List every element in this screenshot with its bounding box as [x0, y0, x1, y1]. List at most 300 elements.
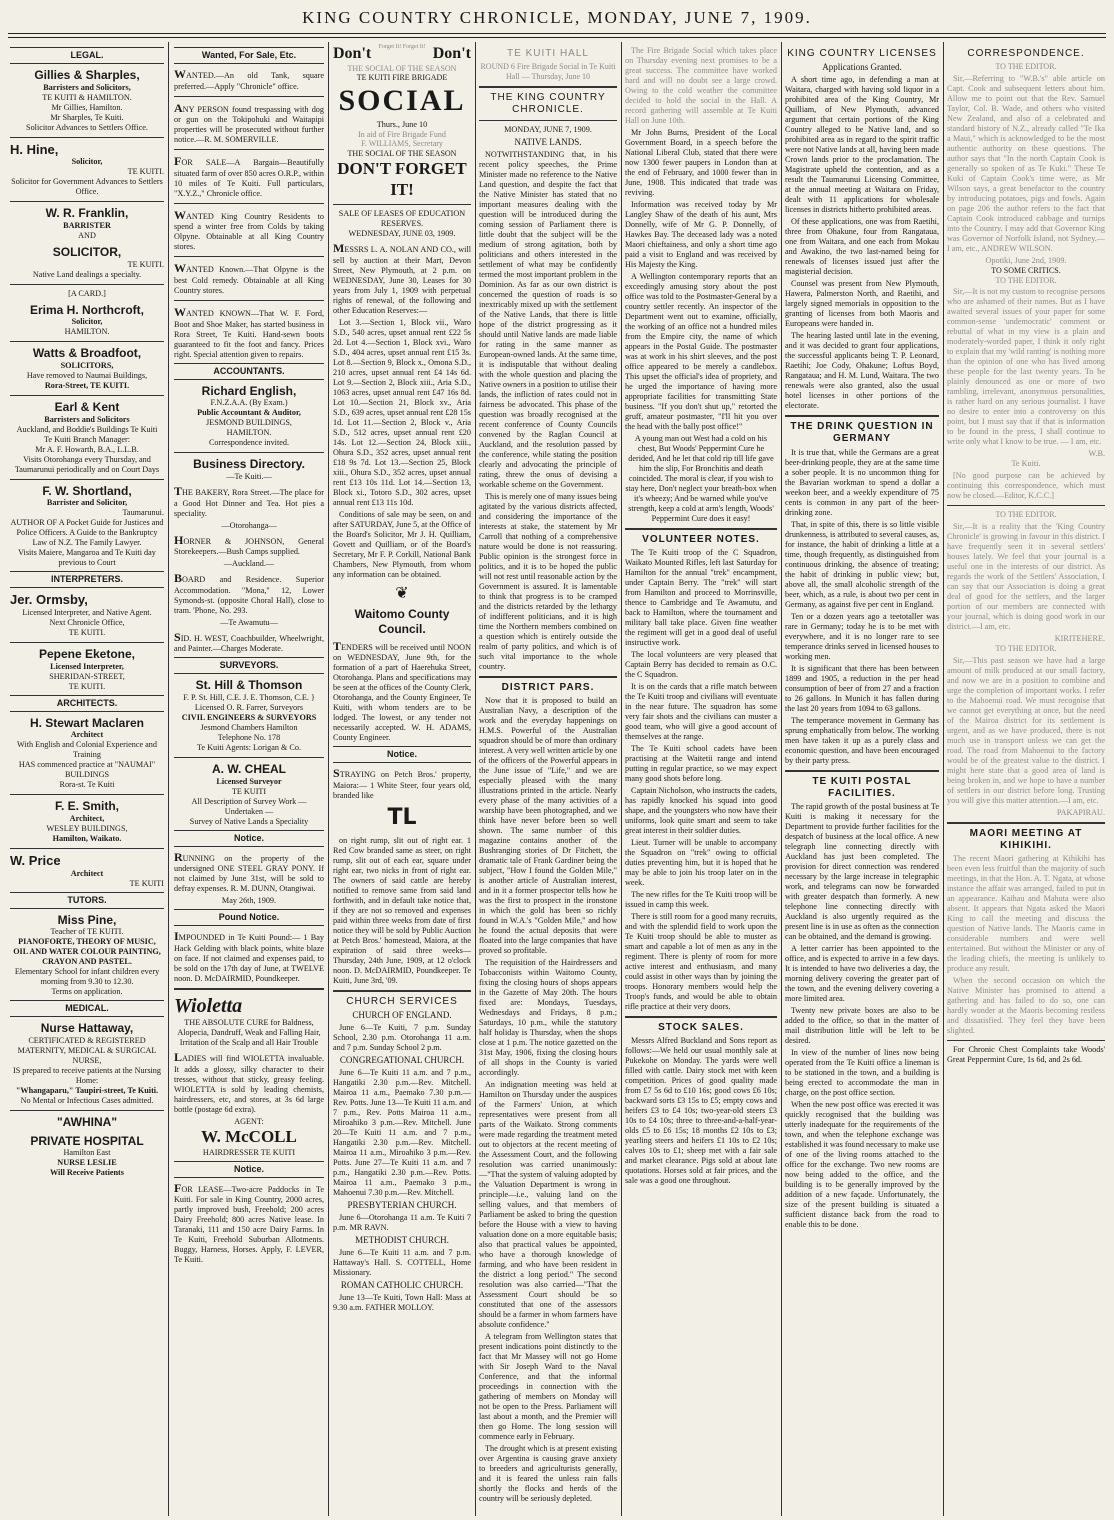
text-line: TO THE EDITOR.: [995, 644, 1057, 654]
article-paragraph: When the new post office was erected it was quickly recognised that the building was utterly inadequate for the requirements of the town, and when the telephone exchange was established it was found necessary to make use of one of the living rooms attached to the office for the exchange. Two new rooms are now being added to the office, and the building is to be generally improved by the addition of a new façade. Unfortunately, the size of the present building is situated a sufficient distance back from the road to enable this to be done.: [785, 1099, 939, 1229]
text-line: WEDNESDAY, JUNE 03, 1909.: [348, 229, 456, 239]
divider-rule: [333, 990, 471, 992]
text-line: —Te Awamutu—: [220, 617, 278, 627]
article-headline: KING COUNTRY LICENSES: [787, 48, 937, 59]
article-paragraph: Lieut. Turner will be unable to accompany the Squadron on "trek" owing to official duties preventing him, but it is hoped that he may be able to join his troop later on in the week.: [625, 838, 777, 888]
card-name: F. E. Smith,: [54, 799, 119, 814]
text-line: Barrister and Solicitor,: [46, 498, 128, 508]
card-name: Business Directory.: [193, 457, 305, 472]
article-paragraph: The new rifles for the Te Kuiti troop will be issued in camp this week.: [625, 890, 777, 910]
divider-rule: [174, 149, 324, 150]
text-line: Mr Gillies, Hamilton.: [51, 102, 123, 112]
text-line: THE SOCIAL OF THE SEASON: [347, 149, 457, 159]
card-name: Gillies & Sharples,: [34, 67, 140, 82]
divider-rule: [174, 452, 324, 453]
advertisement-text: ANTED King Country Residents to spend a winter free from Colds by taking Olpyne. Obtainable at all King Country stores.: [174, 211, 324, 252]
advertisement: [174, 929, 324, 984]
advertisement: [333, 639, 471, 744]
text-line: Have removed to Naumai Buildings,: [26, 370, 148, 380]
drop-capital: F: [174, 154, 182, 169]
text-line: W.B.: [1088, 449, 1105, 459]
divider-rule: [947, 1040, 1105, 1041]
article-paragraph: Sir,—It is a reality that the 'King Country Chronicle' is growing in favour in this district. I have frequently seen it in several settlers' houses lately. We feel that your journal is a useful one in the interests of our district. As regards the work of the Settlers' Association, I can say that our Association is doing a great deal of good for the settlers, and the larger portion of our members are connected with your journal, which is doing good work in our district.—I am, etc.: [947, 522, 1105, 632]
article-paragraph: The Te Kuiti school cadets have been practising at the Waitetii range and intend putting in regular practice, so we may expect many good shots before long.: [625, 744, 777, 784]
divider-rule: [479, 676, 617, 678]
card-name: Nurse Hattaway,: [40, 1021, 134, 1036]
text-line: Thurs., June 10: [376, 119, 428, 129]
advertisement-text: ANTED KNOWN—That W. F. Ford, Boot and Shoe Maker, has started business in Rora Street, Te Kuiti. Hand-sewn boots guaranteed to fit the foot and fancy. Prices right. Special attention given to repairs.: [174, 309, 324, 359]
drop-capital: T: [174, 483, 183, 498]
advertisement: [174, 850, 324, 895]
article-subheading: Applications Granted.: [822, 62, 902, 73]
text-line: Correspondence invited.: [208, 438, 290, 448]
card-name: St. Hill & Thomson: [195, 678, 303, 693]
article-paragraph: Mr John Burns, President of the Local Government Board, in a speech before the National Liberal Club, stated that there were now 1300 fewer paupers in London than at the end of February, and 1000 fewer than in June, 1908. This indicated that trade was reviving.: [625, 128, 777, 197]
drop-capital: R: [174, 849, 183, 864]
article-paragraph: An indignation meeting was held at Hamilton on Thursday under the auspices of the Farmers' Union, at which representatives were present from all parts of the Waikato. Strong comments were made regarding the treatment meted out to objectors at the recent meeting of the Assessment Court, and the following resolution was carried unanimously:—"That the system of valuing adopted by the Valuation Department is wrong in principle—i.e., valuing land on the selling values, and that members of Parliament be asked to bring the question before the House with a view to having valuation done on a more equitable basis; also that practical values be appointed, who have a thorough knowledge of farming, and who have been resident in the district a long period." The second resolution was also carried—"That the Assessment Court should be so constituted that one of the assessors should be a farmer in whom farmers have absolute confidence.": [479, 1080, 617, 1330]
article-headline: THE DRINK QUESTION IN GERMANY: [790, 421, 934, 445]
card-name: W. R. Franklin,: [45, 206, 129, 221]
article-paragraph: The Fire Brigade Social which takes place on Thursday evening next promises to be a great success. The committee have worked hard and will no doubt see a large crowd. Owing to the cold weather the committee decided to hold the social in the Hall. A record gathering will assemble at Te Kuiti Hall on June 10th.: [625, 46, 777, 125]
card-name: PRIVATE HOSPITAL: [30, 1133, 144, 1148]
advertisement-text: ADIES will find WIOLETTA invaluable. It adds a glossy, silky character to their tresses, without that sticky, greasy feeling. WIOLETTA is sold by leading chemists, hairdressers, etc, and stores, at 3s 6d large bottle (postage 6d extra).: [174, 1054, 324, 1114]
text-line: Visits Maiere, Mangaroa and Te Kuiti day previous to Court: [18, 548, 156, 568]
article-paragraph: Lot 3.—Section 1, Block vii., Waro S.D., 540 acres, upset annual rent £22 5s 2d. Lot 4.—Section 1, Block xvi., Waro S.D., 404 acres, upset annual rent £15 3s. Lot 8.—Section 9, Block x., Omona S.D., 210 acres, upset annual rent £4 14s 6d. Lot 9.—Section 2, Block xiii., Aria S.D., 1063 acres, upset annual rent £47 16s 8d. Lot 10.—Section 21, Block xv., Aria S.D., 639 acres, upset annual rent £28 15s 1d. Lot 11.—Section 2, Block v., Aria S.D., 512 acres, upset annual rent £20 14s. Lot 12.—Section 24, Block xiii., Ohura S.D., 352 acres, upset annual rent £18 9s 7d. Lot 13.—Section 25, Block xiii., Ohura S.D., 352 acres, upset annual rent £13 10s 11d. Lot 14.—Section 13, Block xi., Totoro S.D., 302 acres, upset annual rent £13 11s 10d.: [333, 317, 471, 507]
section-heading: INTERPRETERS.: [10, 571, 164, 588]
wioletta-brand: Wioletta: [174, 994, 243, 1017]
text-line: TE KUITI.: [68, 628, 106, 638]
article-paragraph: Sir,—It is not my custom to recognise persons who are ashamed of their names. But as I have awaited several issues of your paper for some common-sense 'undemocratic' comment or rebuttal of what in my view is a plain and moderately-worded paper, I think it only right to explain that my 'wild ranting' is nothing more than the opinion of one who has lived among these people for the last twenty years. To be plainly denounced as one or more of two rambling, irrelevant, anonymous personalities, is rather hard on any serious journalist. I have no desire to enter into a controversy on this point, but I must say that if that is information to be found in the press, I shall continue to write only what I know to be true. — I am, etc.: [947, 287, 1105, 447]
column-6-news: [785, 44, 939, 1514]
article-paragraph: June 13—Te Kuiti, Town Hall: Mass at 9.30 a.m. FATHER MOLLOY.: [333, 1292, 471, 1312]
article-paragraph: The temperance movement in Germany has sprung emphatically from below. The working men have taken it up as a purely class and economic question, and have been encouraged by their party press.: [785, 715, 939, 765]
article-paragraph: Twenty new private boxes are also to be added to the office, so that in the matter of mail distribution little will be left to be desired.: [785, 1005, 939, 1045]
text-line: A young man out West had a cold on his chest, But Woods' Peppermint Cure he derided, And he let that cold rip till life gave him the slip, For Bronchitis and death coincided. The moral is clear, if you wish to stay here, Don't neglect your breath-box when it's wheezy; And be warned while you've strength, keep a cold at arm's length, Woods' Peppermint Cure does it easy!: [625, 434, 777, 523]
divider-rule: [625, 1016, 777, 1018]
divider-rule: [625, 528, 777, 530]
drop-capital: T: [333, 638, 342, 653]
article-paragraph: The requisition of the Hairdressers and Tobacconists within Waitomo County, fixing the closing hours of shops appears in the Gazette of May 20th. The hours fixed are: Mondays, Tuesdays, Wednesdays and Fridays, 8 p.m.; Saturdays, 10 p.m., while the statutory half holiday is Thursday, when the shops close at 1 p.m. The notice gazetted on the 31st May, 1906, fixing the closing hours of all shops in the County is varied accordingly.: [479, 958, 617, 1078]
drop-capital: W: [174, 66, 186, 81]
advertisement: [174, 484, 324, 519]
text-line: IS prepared to receive patients at the Nursing Home:: [12, 1065, 161, 1085]
divider-rule: [785, 770, 939, 772]
article-subheading: CONGREGATIONAL CHURCH.: [339, 1054, 465, 1065]
text-line: Next Chronicle Office,: [49, 618, 125, 628]
text-line: F. WILLIAMS, Secretary: [361, 139, 443, 149]
divider-rule: [10, 201, 164, 202]
text-line: All Description of Survey Work — Undertaken —: [191, 796, 307, 816]
text-line: TO THE EDITOR.: [995, 510, 1057, 520]
article-headline: CORRESPONDENCE.: [967, 48, 1085, 59]
text-line: Mr Sharples, Te Kuiti.: [50, 112, 124, 122]
text-line: ROUND 6 Fire Brigade Social in Te Kuiti Hall — Thursday, June 10: [480, 62, 616, 81]
article-paragraph: June 6—Te Kuiti 11 a.m. and 7 p.m. Hattaway's Hall. S. COTTELL, Home Missionary.: [333, 1247, 471, 1277]
divider-rule: [947, 505, 1105, 506]
article-subheading: METHODIST CHURCH.: [355, 1234, 449, 1245]
article-paragraph: Sir,—Referring to "W.B.'s" able article on Capt. Cook and subsequent letters about him. Allow me to point out that the Rev. Samuel Taylor, Col. B. Wade, and others who visited New Zealand, and also of a celebrated and standard history of N.Z., already called "Te Ika a Maui," which is acknowledged to be the most authentic authority on these questions. The author says that "In the north Captain Cook is generally so spoken of as Te Kuki." These Te Kuki of Captain Cook's time were, as Mr Wilson says, a great benefactor to the country by introducing potatoes, pigs and fowls. Again on page 206 the author refers to the fact that Captain Cook introduced cabbage and turnips into the Country. I may add that Governor King was Governor of Norfolk Island, not Sydney.—I am, etc., ANDREW WILSON.: [947, 73, 1105, 253]
article-paragraph: A telegram from Wellington states that present indications point distinctly to the fact that Mr Massey will not go Home with Sir Joseph Ward to the Naval Conference, and that the informal proceedings in connection with the gathering of members on Monday will not be open to the Press. Parliament will last about a month, and the Premier will then go Home. The long session will commence early in February.: [479, 1332, 617, 1442]
article-paragraph: June 6—Te Kuiti 11 a.m. and 7 p.m., Hangatiki 2.30 p.m.—Rev. Mitchell. Mairoa 11 a.m., Paemako 7.30 p.m.—Rev. Potts. June 13—Te Kuiti 11 a.m. and 7 p.m., Rev. Potts Mairoa 11 a.m., Miroahiko 3 p.m.—Rev. Mitchell. June 20—Te Kuiti 11 a.m. and 7 p.m., Hangatiki 2.30 p.m.—Rev. Mitchell. Mairoa 11 a.m., Miroahiko 3 p.m.—Rev. Potts. June 27—Te Kuiti 11 a.m. and 7 p.m., Hangatiki 2.30 p.m.—Rev. Potts. Mairoa 11 a.m., Paemako 3 p.m., Mahoenui 7.30 p.m.—Rev. Mitchell.: [333, 1067, 471, 1197]
advertisement-text: ID. H. WEST, Coachbuilder, Wheelwright, and Painter.—Charges Moderate.: [174, 633, 324, 654]
article-paragraph: Captain Nicholson, who instructs the cadets, has rapidly knocked his squad into good shape, and the youngsters who now have their uniforms, look quite smart and seem to take great interest in their soldier duties.: [625, 786, 777, 836]
advertisement-text: OARD and Residence. Superior Accommodation. "Mona," 12, Lower Symonds-st. (opposite Choral Hall), close to tram. 'Phone, No. 293.: [174, 575, 324, 615]
text-line: CERTIFICATED & REGISTERED MATERNITY, MEDICAL & SURGICAL NURSE,: [17, 1035, 157, 1065]
text-line: JESMOND BUILDINGS,: [206, 418, 292, 428]
divider-rule: [174, 988, 324, 990]
text-line: THE SOCIAL OF THE SEASON: [347, 63, 457, 73]
text-line: Licensed Interpreter, and Native Agent.: [22, 608, 152, 618]
column-divider: [328, 42, 329, 1516]
article-paragraph: The Te Kuiti troop of the C Squadron, Waikato Mounted Rifles, left last Saturday for Hamilton for the annual "trek" encampment, under Captain Berry. The "trek" will start from Hamilton and proceed to Morrinsville, thence to Cambridge and Te Awamutu, and back to Hamilton, where the tournament and military ball take place. Given fine weather the regiment will get in a good deal of useful instructive work.: [625, 548, 777, 648]
column-divider: [781, 42, 782, 1516]
text-line: Barristers and Solicitors,: [43, 82, 131, 92]
drop-capital: S: [333, 766, 340, 781]
section-heading: MEDICAL.: [10, 1000, 164, 1017]
article-paragraph: Of these applications, one was from Raetihi, three from Ohakune, four from Rangataua, one from Waitara, and one each from Mokau and Awakino, the two last-named being for renewals of licenses issued just after the magisterial decision.: [785, 217, 939, 277]
text-line: TO THE EDITOR.: [995, 275, 1057, 285]
text-line: May 26th, 1909.: [221, 896, 277, 906]
text-line: F.N.Z.A.A. (By Exam.): [210, 398, 288, 408]
article-subheading: NATIVE LANDS.: [514, 137, 582, 148]
text-line: Visits Otorohanga every Thursday, and Taumarunui periodically and on Court Days: [14, 454, 160, 474]
advertisement: [174, 101, 324, 146]
text-line: Licensed Surveyor: [216, 776, 282, 786]
divider-rule: [479, 86, 617, 88]
advertisement: [174, 1050, 324, 1115]
section-heading: LEGAL.: [10, 47, 164, 64]
article-headline: CHURCH SERVICES: [346, 995, 458, 1007]
article-paragraph: The rapid growth of the postal business at Te Kuiti is making it necessary for the Department to provide further facilities for the despatch of business at the local office. A new telegraph line connecting directly with Auckland has just been completed. The provision for direct connection was rendered necessary by the large increase in telegraphic work, and telegrams can now be forwarded with greater despatch than formerly. A new telephone line connecting directly with Auckland is also urgently required as the present line is in use as often as the connection can be obtained, and the demand is growing.: [785, 801, 939, 941]
dont-forget-it: DON'T FORGET IT!: [337, 158, 467, 199]
section-heading: TUTORS.: [10, 892, 164, 909]
divider-rule: [174, 757, 324, 758]
card-name: H. Hine,: [10, 141, 59, 157]
text-line: TO SOME CRITICS.: [991, 265, 1061, 275]
text-line: Rora-Street, TE KUITI.: [44, 380, 130, 390]
drop-capital: A: [174, 100, 183, 115]
column-5-news: [625, 44, 777, 1514]
text-line: Teacher of TE KUITI.: [50, 927, 124, 937]
column-divider: [168, 42, 169, 1516]
advertisement: [174, 305, 324, 360]
agent-name: W. McCOLL: [201, 1126, 297, 1146]
divider-rule: [10, 848, 164, 849]
text-line: TO THE EDITOR.: [995, 62, 1057, 72]
advertisement-text: NY PERSON found trespassing with dog or gun on the Tokipohuki and Waitapipi properties will be prosecuted without further notice.—R. M. SOMERVILLE.: [174, 104, 324, 145]
text-line: HAIRDRESSER TE KUITI: [202, 1147, 296, 1157]
drop-capital: W: [174, 207, 186, 222]
divider-rule: [333, 204, 471, 205]
article-paragraph: [No good purpose can be achieved by continuing this correspondence, which must now be closed.—Editor, K.C.C.]: [947, 471, 1105, 501]
text-line: TE KUITI & HAMILTON.: [42, 92, 132, 102]
article-headline: TE KUITI POSTAL FACILITIES.: [812, 775, 912, 799]
advertisement: [174, 154, 324, 199]
article-paragraph: A Wellington contemporary reports that an exceedingly amusing story about the post office was told to the Postmaster-General by a country settler recently. An inspector of the Department went out to examine, officially, the working of an office not a hundred miles from the Empire city, the name of which appears in the Postal Guide. The postmaster was at work in his shirt sleeves, and the post office appeared to be merely a candlebox. This upset the official's idea of propriety, and he urged the importance of having more appropriate facilities for transmitting State business. "If you don't shut up," retorted the gruff, amateur postmaster, "I'll hit you over the head with the bally post office!": [625, 272, 777, 431]
text-line: SHERIDAN-STREET,: [49, 671, 125, 681]
text-line: KIRITEHERE.: [1054, 634, 1105, 644]
column-7-correspondence: [947, 44, 1105, 1514]
text-line: No Mental or Infectious Cases admitted.: [20, 1095, 154, 1105]
column-divider: [943, 42, 944, 1516]
card-name: A. W. CHEAL: [212, 762, 286, 777]
advertisement-text: ORNER & JOHNSON, General Storekeepers.—Bush Camps supplied.: [174, 536, 324, 557]
advertisement-text: ANTED.—An old Tank, square preferred.—Apply "Chronicle" office.: [174, 70, 324, 91]
article-paragraph: A short time ago, in defending a man at Waitara, charged with having sold liquor in a prohibited area of the King Country, Mr Quilliam, of New Plymouth, advanced argument that certain portions of the King Country alleged to be Native land, and so prohibited area as in regard to the spirit traffic were not Native lands at all, having been made Crown lands prior to the proclamation. The Magistrate upheld the contention, and as a result the Taumarunui Licensing Committee, at the annual meeting at Waitara on Friday, dealt with 11 applications for wholesale licenses in districts hitherto prohibited areas.: [785, 75, 939, 215]
divider-rule: [174, 256, 324, 257]
text-line: TE KUITI.: [127, 259, 164, 269]
column-3-notices: [333, 44, 471, 1514]
drop-capital: H: [174, 532, 184, 547]
section-heading: Pound Notice.: [174, 909, 324, 926]
text-line: —Auckland.—: [223, 559, 275, 569]
social-title: SOCIAL: [338, 84, 466, 118]
text-line: CIVIL ENGINEERS & SURVEYORS: [181, 713, 317, 723]
advertisement: [174, 571, 324, 616]
divider-rule: [785, 415, 939, 417]
text-line: Auckland, and Boddie's Buildings Te Kuiti: [16, 424, 158, 434]
text-line: THE ABSOLUTE CURE for Baldness, Alopecia, Dandruff, Weak and Falling Hair, Irritation of the Scalp and all Hair Trouble: [177, 1018, 321, 1048]
text-line: Public Accountant & Auditor,: [197, 408, 301, 418]
article-paragraph: June 6—Otorohanga 11 a.m. Te Kuiti 7 p.m. MR RAVN.: [333, 1212, 471, 1232]
card-name: Earl & Kent: [54, 399, 120, 414]
text-line: Rora-st. Te Kuiti: [59, 780, 115, 790]
text-line: Architect,: [69, 813, 105, 823]
section-heading: Notice.: [174, 1161, 324, 1178]
divider-rule: [10, 284, 164, 285]
advertisement-text: ESSRS L. A. NOLAN AND CO., will sell by auction at their Mart, Devon Street, New Plymouth, at 2 p.m. on WEDNESDAY, June 30, Leases for 30 years from July 1, 1909 with perpetual rights of renewal, of the following and other Education Reserves:—: [333, 245, 471, 315]
text-line: TE KUITI: [129, 878, 164, 888]
section-heading: ACCOUNTANTS.: [174, 363, 324, 380]
text-line: SALE OF LEASES OF EDUCATION RESERVES.: [338, 209, 466, 229]
section-heading: Notice.: [174, 830, 324, 847]
card-name: "AWHINA": [56, 1114, 118, 1129]
advertisement-text: OR LEASE—Two-acre Paddocks in Te Kuiti. For sale in King Country, 2000 acres, partly improved bush, Freehold; 200 acres Dairy Freehold; 800 acres Native lease. In Taranaki, 111 and 150 acre Dairy Farms. In Te Kuiti, Freehold Suburban Allotments. Buggy, Harness, Horses. Apply, F. LEVER, Te Kuiti.: [174, 1184, 324, 1265]
text-line: Telephone No. 178: [217, 733, 281, 743]
advertisement-text: MPOUNDED in Te Kuiti Pound:— 1 Bay Hack Gelding with black points, white blaze on face. If not claimed and expenses paid, to be sold on the 17th day of June, at TWELVE noon. D. McDAIRMID, Poundkeeper.: [174, 933, 324, 983]
divider-rule: [10, 395, 164, 396]
divider-rule: [10, 341, 164, 342]
text-line: WESLEY BUILDINGS,: [46, 823, 128, 833]
text-line: Native Land dealings a specialty.: [32, 269, 142, 279]
advertisement: [333, 241, 471, 316]
masthead-rule-lower: [8, 37, 1106, 38]
text-line: Te Kuiti Agents: Lorigan & Co.: [196, 743, 302, 753]
card-name: Watts & Broadfoot,: [32, 346, 142, 361]
divider-rule: [479, 120, 617, 121]
card-name: Pepene Eketone,: [38, 647, 136, 662]
section-heading: Notice.: [333, 746, 471, 763]
text-line: Solicitor for Government Advances to Settlers Office.: [11, 177, 163, 197]
article-paragraph: Sir,—This past season we have had a large amount of milk produced at our small factory, and now we are in a position to combine and urge the completion of important works. I refer to the Mahoenui road. We must recognise that we cannot get everything at once, but the need of the Mairoa district for its settlement is urgent, and as we have produced, there is not much use in transport unless we can get the road. The road from Mahoenui to the factory would be of the greatest value to the district. I might here state that a good area of land is being broken in, and we hope to have a number of settlers in our district before long. Trusting you will give this matter attention.—I am, etc.: [947, 655, 1105, 805]
text-line: SOLICITORS,: [60, 360, 114, 370]
drop-capital: W: [174, 261, 186, 276]
article-paragraph: June 6—Te Kuiti, 7 p.m. Sunday School, 2.30 p.m. Otorohanga 11 a.m. and 7 p.m. Sunday School 2 p.m.: [333, 1022, 471, 1052]
text-line: PAKAPIRAU.: [1056, 807, 1105, 817]
card-name: Richard English,: [201, 383, 297, 398]
article-paragraph: It is significant that there has been between 1899 and 1905, a reduction in the per head consumption of beer of from 27 and a fraction to 26 gallons. In Munich it has fallen during the last 20 years from 1094 to 63 gallons.: [785, 663, 939, 713]
text-line: Barristers and Solicitors: [44, 414, 130, 424]
article-headline: TE KUITI HALL: [507, 48, 589, 59]
advertisement: [174, 533, 324, 558]
article-paragraph: That, in spite of this, there is so little visible drunkenness, is attributed to several causes, as, for instance, the habit of drinking a little at a time, though frequently, as distinguished from continuous drinking, the absence of treating; the habit of drinking in public view; but, above all, the small alcoholic strength of the beer, which, as a rule, is about two per cent in Germany, as against five per cent in England.: [785, 519, 939, 609]
text-line: F. P. St. Hill, C.E. J. E. Thomson, C.E. } Licensed O. R. Farrer, Surveyors: [183, 693, 315, 713]
drop-capital: W: [174, 305, 186, 320]
text-line: Hamilton, Waikato.: [52, 833, 122, 843]
text-line: HAMILTON.: [226, 428, 272, 438]
article-paragraph: This is merely one of many issues being agitated by the various districts affected, and considering the importance of the interests at stake, the statement by Mr Carroll that nothing of a comprehensive nature would be done is not reassuring. Public opinion is the strongest force in politics, and it is to be hoped the public will not rest until reasonable action by the Government is assured. It is lamentable to think that progress is to be cramped and the districts retarded by the lethargy of indifferent politicians, and it is high time the Northern members combined on a question which is entirely outside the realm of party politics, and which is of such vital importance to the whole country.: [479, 492, 617, 672]
text-line: Te Kuiti Branch Manager:: [43, 434, 131, 444]
article-paragraph: The hearing lasted until late in the evening, and it was decided to grant four applications, the successful applicants being T. P. Leonard, Raetihi; Joe Cody, Ohakune; Loftus Boyd, Rangataua; and H. M. Lund, Waitara. The two renewals were also granted, also the usual hotel licenses in other portions of the electorate.: [785, 331, 939, 411]
text-line: —Otorohanga—: [221, 520, 277, 530]
divider-rule: [10, 642, 164, 643]
social-banner-header: [333, 44, 471, 64]
column-2-classifieds: [174, 44, 324, 1514]
forget-it-subtext: Forget It! Forget It!: [378, 44, 426, 50]
drop-capital: L: [174, 1050, 183, 1065]
divider-rule: [10, 137, 164, 138]
drop-capital: F: [174, 1180, 182, 1195]
drop-capital: B: [174, 571, 183, 586]
advertisement-text: HE BAKERY, Rora Street.—The place for a Good Hot Dinner and Tea. Hot pies a speciality.: [174, 487, 324, 518]
text-line: Solicitor,: [71, 157, 103, 167]
masthead-rule: [8, 33, 1106, 34]
text-line: TE KUITI.: [127, 167, 164, 177]
article-subheading: ROMAN CATHOLIC CHURCH.: [340, 1279, 464, 1290]
article-paragraph: It is true that, while the Germans are a great beer-drinking people, they are at the same time a sober people. It is no uncommon thing for the Bavarian workman to spend a dollar a weekon beer, and a weekly expenditure of 75 cents is common in any part of the beer-drinking zone.: [785, 447, 939, 517]
card-name: H. Stewart Maclaren: [29, 715, 145, 730]
divider-rule: [10, 794, 164, 795]
section-heading: ARCHITECTS.: [10, 695, 164, 712]
card-name: W. Price: [10, 852, 61, 868]
article-paragraph: The drought which is at present existing over Argentina is causing grave anxiety to breeders and agriculturists generally, and it is feared the unless rain falls shortly the flocks and herds of the country will be seriously depleted.: [479, 1444, 617, 1504]
card-name: F. W. Shortland,: [42, 483, 132, 498]
text-line: AGENT:: [234, 1116, 264, 1126]
article-paragraph: For Chronic Chest Complaints take Woods' Great Peppermint Cure, 1s 6d, and 2s 6d.: [947, 1045, 1105, 1065]
article-paragraph: Messrs Alfred Buckland and Sons report as follows:—We held our usual monthly sale at Pukekohe on Monday. The yards were well filled with cattle. Dairy stock met with keen competition. Prices of good quality made from £7 5s 6d to £10 16s; good cows £6 10s; backward sorts £3 15s to £5; empty cows and heifers £3 to £4 10s; two-year-old steers £3 10s to £4 10s; three to three-and-a-half-year-olds £5 to £6 15s; 18 months £2 10s to £3; yearling steers and heifers £1 10s to £2 10s; calves 10s to £1; sheep met with a fair sale and market clearance. Pigs sold at about late quotations. Horses sold at fair prices, and the sale was a good one throughout.: [625, 1036, 777, 1186]
article-paragraph: In view of the number of lines now being operated from the Te Kuiti office a lineman is to be stationed in the town, and a building is being erected to accommodate the man in charge, on the post office section.: [785, 1047, 939, 1097]
article-headline: DISTRICT PARS.: [501, 682, 595, 694]
column-1-professional-cards: [10, 44, 164, 1514]
divider-rule: [174, 300, 324, 301]
text-line: Mr A. F. Howarth, B.A., L.L.B.: [35, 444, 139, 454]
text-line: Survey of Native Lands a Speciality: [189, 816, 309, 826]
text-line: NURSE LESLIE: [57, 1158, 117, 1168]
text-line: Hamilton East: [63, 1148, 111, 1158]
text-line: [A CARD.]: [68, 288, 106, 298]
section-heading: SURVEYORS.: [174, 657, 324, 674]
text-line: Will Receive Patients: [50, 1168, 124, 1178]
dont-word: Don't: [432, 45, 471, 62]
text-line: AND: [78, 231, 96, 241]
card-name: Jer. Ormsby,: [10, 592, 88, 608]
text-line: PIANOFORTE, THEORY OF MUSIC, OIL AND WATER COLOUR PAINTING, CRAYON AND PASTEL.: [13, 937, 161, 967]
article-paragraph: There is still room for a good many recruits, and with the splendid field to work upon the Te Kuiti troop should be able to muster as smart and capable a lot of men as any in the regiment. There is plenty of room for more active interest and enthusiasm, and many could assist in other ways than by joining the troops. Honorary members would help the Troop's funds, and would be able to obtain rifle practice at their very doors.: [625, 912, 777, 1012]
article-paragraph: It is on the cards that a rifle match between the Te Kuiti troop and civilians will eventuate in the near future. The squadron has some very fair shots and the civilians can muster a good team, who will give a good account of themselves at the range.: [625, 682, 777, 742]
advertisement-text: UNNING on the property of the undersigned ONE STEEL GRAY PONY. If not claimed by June 31st, will be sold to defray expenses. R. M. DUNN, Otangiwai.: [174, 853, 324, 894]
article-headline: THE KING COUNTRY CHRONICLE.: [490, 91, 606, 115]
text-line: "Whangaparu," Taupiri-street, Te Kuiti.: [15, 1085, 159, 1095]
article-paragraph: When the second occasion on which the Native Minister has promised to attend a gathering and has failed to do so, one can hardly wonder at the Maoris becoming restless and dissatisfied. They feel they have been slighted.: [947, 976, 1105, 1036]
advertisement-text: OR SALE—A Bargain—Beautifully situated farm of over 850 acres O.R.P., within 10 miles of Te Kuiti. Full particulars, "X.Y.Z.," Chronicle office.: [174, 158, 324, 198]
advertisement-text: ANTED Known.—That Olpyne is the best Cold remedy. Obtainable at all King Country stores.: [174, 265, 324, 296]
text-line: With English and Colonial Experience and Training: [17, 740, 157, 760]
card-name: SOLICITOR,: [52, 245, 122, 260]
text-line: Jesmond Chambers Hamilton: [200, 723, 298, 733]
article-headline: MAORI MEETING AT KIHIKIHI.: [969, 827, 1083, 852]
text-line: TE KUITI FIRE BRIGADE: [356, 73, 448, 83]
text-line: HAMILTON.: [64, 327, 110, 337]
article-subheading: PRESBYTERIAN CHURCH.: [347, 1199, 457, 1210]
article-paragraph: Counsel was present from New Plymouth, Hawera, Palmerston North, and Raetihi, and largely signed memorials in opposition to the granting of licenses from both Maoris and Europeans were handed in.: [785, 279, 939, 329]
article-paragraph: Conditions of sale may be seen, on and after SATURDAY, June 5, at the Office of the Board's Solicitor, Mr J. H. Quilliam, Govett and Quilliam, or of the Board's Secretary, Mr F. P. Corkill, National Bank Chambers, New Plymouth, from whom any information can be obtained.: [333, 509, 471, 579]
text-line: MONDAY, JUNE 7, 1909.: [504, 125, 592, 135]
advertisement: [174, 630, 324, 655]
advertisement-text: ENDERS will be received until NOON on WEDNESDAY, June 9th, for the formation of a part of Haerehuka Street, Otorohanga. Plans and specifications may be seen at the offices of the County Clerk, Otorohanga, and the County Engineer, Te Kuiti, with whom tenders are to be lodged. The lowest, or any tender not necessarily accepted. W. H. ADAMS, County Engineer.: [333, 642, 471, 743]
masthead: KING COUNTRY CHRONICLE, MONDAY, JUNE 7, 1909.: [302, 8, 812, 27]
article-paragraph: Ten or a dozen years ago a teetotaller was rare in Germany; today he is to be met with everywhere, and it is no longer rare to see temperance drinks served in licensed houses to working men.: [785, 611, 939, 661]
text-line: Taumarunui.: [122, 508, 164, 518]
text-line: Opotiki, June 2nd, 1909.: [985, 255, 1067, 265]
card-name: Erima H. Northcroft,: [29, 302, 144, 317]
article-subheading: CHURCH OF ENGLAND.: [352, 1009, 452, 1020]
divider-rule: [10, 1110, 164, 1111]
advertisement: [174, 261, 324, 296]
text-line: Terms on application.: [51, 987, 123, 997]
drop-capital: I: [174, 929, 179, 944]
article-paragraph: Now that it is proposed to build an Australian Navy, a description of the work and the everyday happenings on H.M.S. Powerful of the Australian squadron should be of more than ordinary interest. A very well written article by one of the officers of the Powerful appears in the June issue of "Life," and we are especially pleased with the many illustrations printed in the article. Nearly every phase of the many activities of a warship have been photographed, and we think have never before been so well shown. The same number of this magazine contains another of the Bushranging stories of Dr Fitchett, the dramatic tale of Frank Gardiner being the subject, "How I found the Golden Mile," is another article of Australian interest, and in it a former prospector tells how he was the first to prospect in the ironstone in which the gold has been so richly found in W.A.'s "Golden Mile," and how he found the actual deposits that were floated into the large companies that have proved so profitable.: [479, 696, 617, 956]
text-line: Licensed Interpreter,: [50, 661, 124, 671]
article-paragraph: NOTWITHSTANDING that, in his recent policy speeches, the Prime Minister made no reference to the Native Land question, and despite the fact that the Native Minister has stated that no important measures dealing with the question will be introduced during the coming session of Parliament there is little doubt that the subject will be the medium of strong agitation, both by politicians and others interested in the settlement of what may be confidently termed the most important problem in the Dominion. As far as our own district is concerned the question of roads is so inextricably mixed up with the settlement of the Native Lands, that there is little hope of the district progressing as it should until Native lands are made liable for rating in the same manner as European-owned lands. At the same time, it is indisputable that without dealing with the whole question and placing the Native owners in a position to utilise their lands, the infliction of rates could not in fairness be advocated. This phase of the question was broadly recognised at the recent conference of County Councils convened by the Raglan Council at Auckland, and the resolution passed by the conference, while stating the position clearly and advocating the principle of rating, threw the onus of devising a workable scheme on the Government.: [479, 150, 617, 490]
text-line: In aid of Fire Brigade Fund: [358, 129, 446, 139]
divider-rule: [174, 96, 324, 97]
column-divider: [621, 42, 622, 1516]
text-line: TE KUITI.: [68, 681, 106, 691]
column-divider: [475, 42, 476, 1516]
advertisement: [174, 67, 324, 92]
text-line: HAS commenced practice at "NAUMAI" BUILDINGS: [18, 760, 156, 780]
divider-rule: [947, 822, 1105, 824]
article-headline: STOCK SALES.: [658, 1022, 744, 1034]
text-line: BARRISTER: [63, 221, 111, 231]
text-line: —Te Kuiti.—: [226, 471, 272, 481]
divider-rule: [174, 203, 324, 204]
card-name: Miss Pine,: [57, 912, 117, 927]
article-paragraph: The local volunteers are very pleased that Captain Berry has decided to remain as O.C. the C Squadron.: [625, 650, 777, 680]
section-heading: Wanted, For Sale, Etc.: [174, 47, 324, 64]
advertisement: [174, 208, 324, 253]
dont-word: Don't: [333, 45, 372, 62]
text-line: Architect: [70, 868, 104, 878]
advertisement: [333, 766, 471, 801]
article-paragraph: on right rump, slit out of right ear. 1 Red Cow branded same as steer, on right rump, slit out of each ear, square under right ear, two nicks in front of right ear. The owners of said cattle are hereby notified to remove same from said land forthwith, and in default take notice that, if they are not so removed and expenses paid within three weeks from date of first notice they will be sold by Public Auction at Petch Bros.' homestead, Maiora, at the expiration of said three weeks—Thursday, 24th June, 1909, at 12 o'clock noon. D. McDAIRMID, Poundkeeper. Te Kuiti, June 3rd, '09.: [333, 835, 471, 985]
card-name: Waitomo County Council.: [354, 607, 450, 637]
text-line: AUTHOR OF A Pocket Guide for Justices and Police Officers. A Guide to the Bankruptcy Law of N.Z. The Family Lawyer.: [10, 518, 164, 548]
advertisement-text: TRAYING on Petch Bros.' property, Maiora:— 1 White Steer, four years old, branded like: [333, 770, 471, 800]
text-line: Architect: [70, 730, 104, 740]
article-paragraph: The recent Maori gathering at Kihikihi has been even less fruitful than the majority of such meetings, in that the Hon. A. T. Ngata, at whose instance the affair was arranged, failed to put in an appearance. Kaihau and Mahuta were also absent. It appears that Ngata asked the Maori King to call the meeting and discuss the question of Native lands. The Maoris came in considerable numbers and were well entertained. But without the Minister or any of the leading chiefs, the meeting is unlikely to produce any result.: [947, 854, 1105, 974]
text-line: Elementary School for infant children every morning from 9.30 to 12.30.: [14, 967, 160, 987]
column-4-editorial: [479, 44, 617, 1514]
drop-capital: M: [333, 241, 345, 256]
divider-rule: [10, 479, 164, 480]
advertisement: [174, 1181, 324, 1266]
drop-capital: S: [174, 629, 181, 644]
article-headline: VOLUNTEER NOTES.: [642, 534, 760, 545]
text-line: Solicitor,: [71, 317, 103, 327]
text-line: Te Kuiti.: [1011, 459, 1041, 469]
cattle-brand-mark: TL: [387, 804, 417, 830]
